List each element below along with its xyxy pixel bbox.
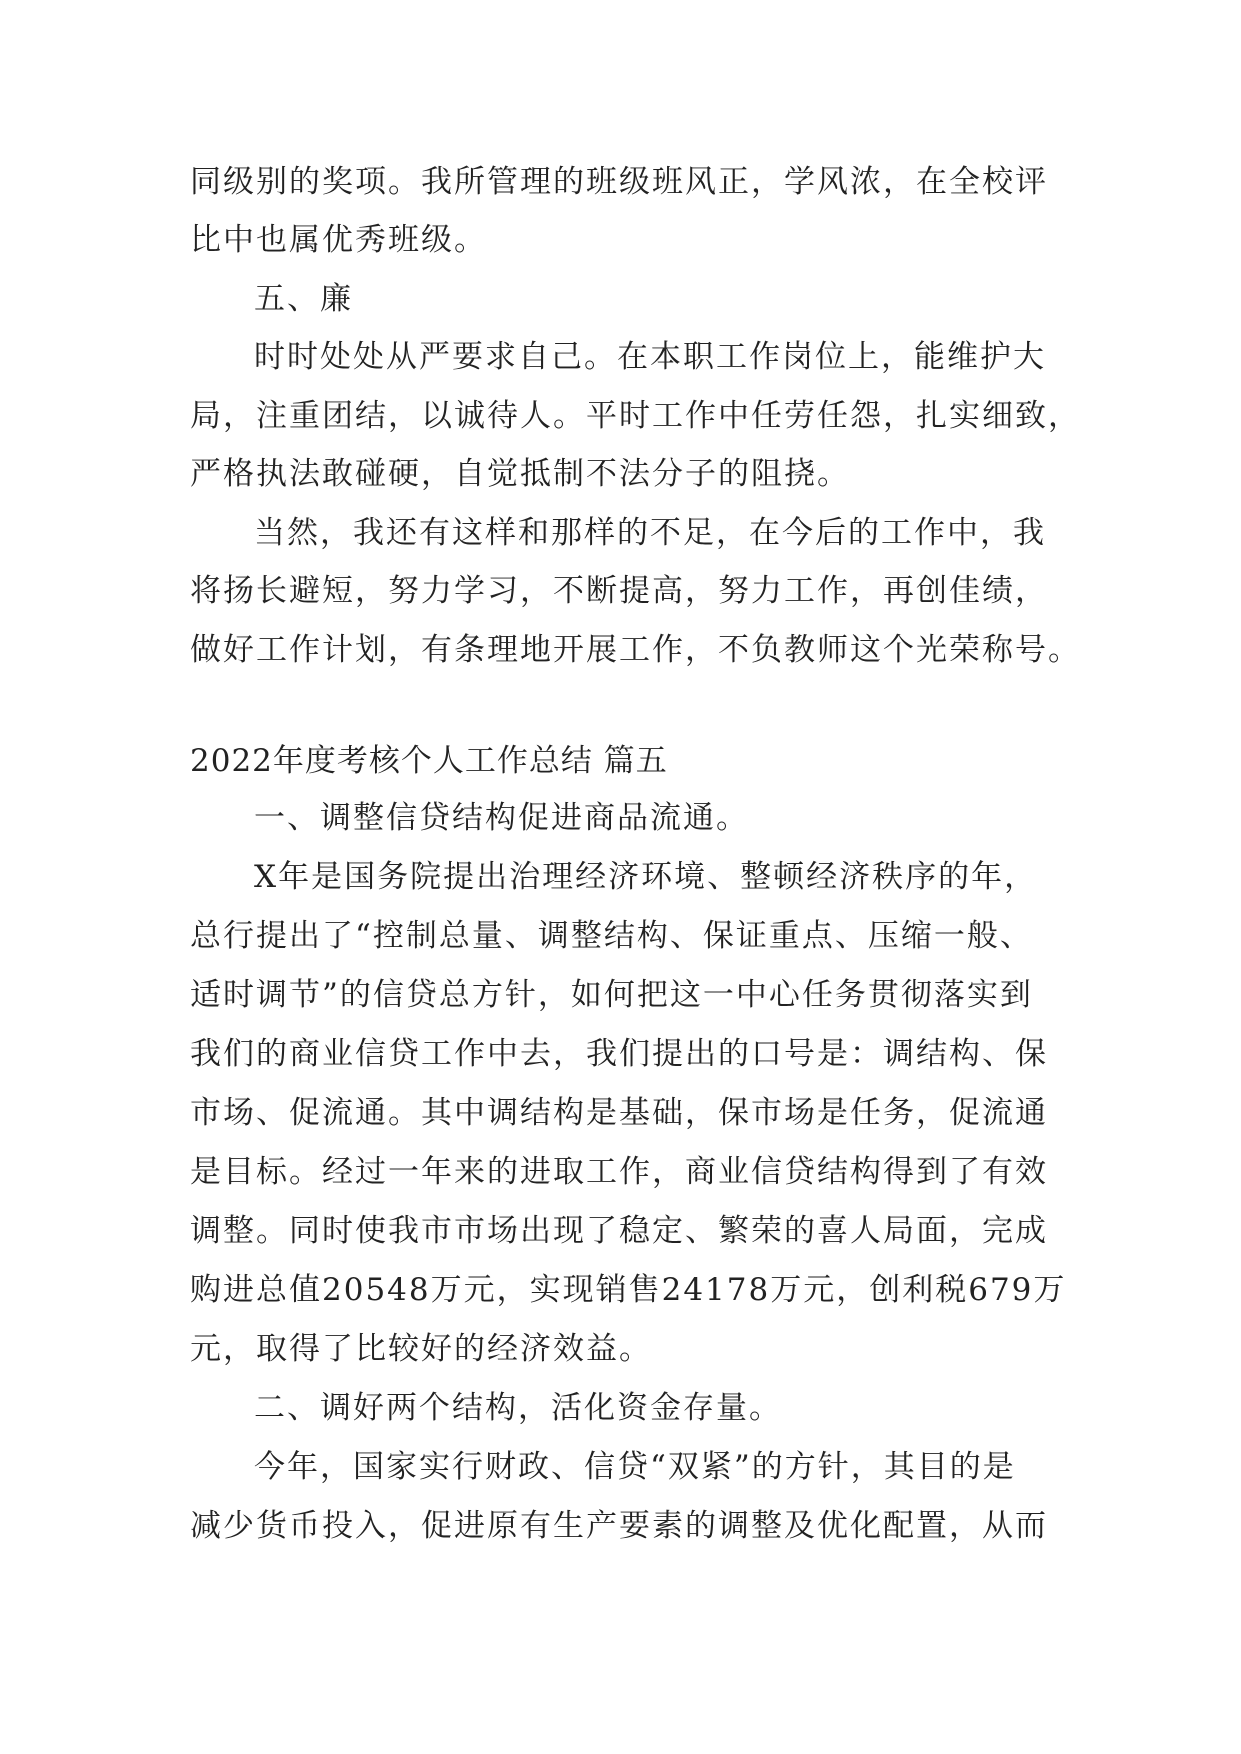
text-line: 同级别的奖项。我所管理的班级班风正，学风浓，在全校评 bbox=[190, 164, 1048, 200]
text-line: 市场、促流通。其中调结构是基础，保市场是任务，促流通 bbox=[190, 1095, 1048, 1131]
text-line: 今年，国家实行财政、信贷“双紧”的方针，其目的是 bbox=[254, 1449, 1016, 1485]
text-line: 做好工作计划，有条理地开展工作，不负教师这个光荣称号。 bbox=[190, 632, 1081, 668]
text-line: 局，注重团结，以诚待人。平时工作中任劳任怨，扎实细致， bbox=[190, 398, 1081, 434]
text-line: 是目标。经过一年来的进取工作，商业信贷结构得到了有效 bbox=[190, 1154, 1048, 1190]
section-heading: 二、调好两个结构，活化资金存量。 bbox=[254, 1390, 782, 1426]
text-line: 严格执法敢碰硬，自觉抵制不法分子的阻挠。 bbox=[190, 456, 850, 492]
text-line: 适时调节”的信贷总方针，如何把这一中心任务贯彻落实到 bbox=[190, 977, 1033, 1013]
text-line: 元，取得了比较好的经济效益。 bbox=[190, 1331, 652, 1367]
text-line: 时时处处从严要求自己。在本职工作岗位上，能维护大 bbox=[254, 339, 1046, 375]
text-line: 比中也属优秀班级。 bbox=[190, 222, 487, 258]
text-line: 我们的商业信贷工作中去，我们提出的口号是：调结构、保 bbox=[190, 1036, 1048, 1072]
text-line: 总行提出了“控制总量、调整结构、保证重点、压缩一般、 bbox=[190, 918, 1033, 954]
section-heading: 一、调整信贷结构促进商品流通。 bbox=[254, 800, 749, 836]
article-title: 2022年度考核个人工作总结 篇五 bbox=[190, 743, 668, 779]
text-line: X年是国务院提出治理经济环境、整顿经济秩序的年， bbox=[254, 859, 1038, 895]
text-line: 调整。同时使我市市场出现了稳定、繁荣的喜人局面，完成 bbox=[190, 1213, 1048, 1249]
text-line: 当然，我还有这样和那样的不足，在今后的工作中，我 bbox=[254, 515, 1046, 551]
text-line: 将扬长避短，努力学习，不断提高，努力工作，再创佳绩， bbox=[190, 573, 1048, 609]
section-heading: 五、廉 bbox=[254, 281, 353, 317]
text-line: 减少货币投入，促进原有生产要素的调整及优化配置，从而 bbox=[190, 1508, 1048, 1544]
text-line: 购进总值20548万元，实现销售24178万元，创利税679万 bbox=[190, 1272, 1067, 1308]
